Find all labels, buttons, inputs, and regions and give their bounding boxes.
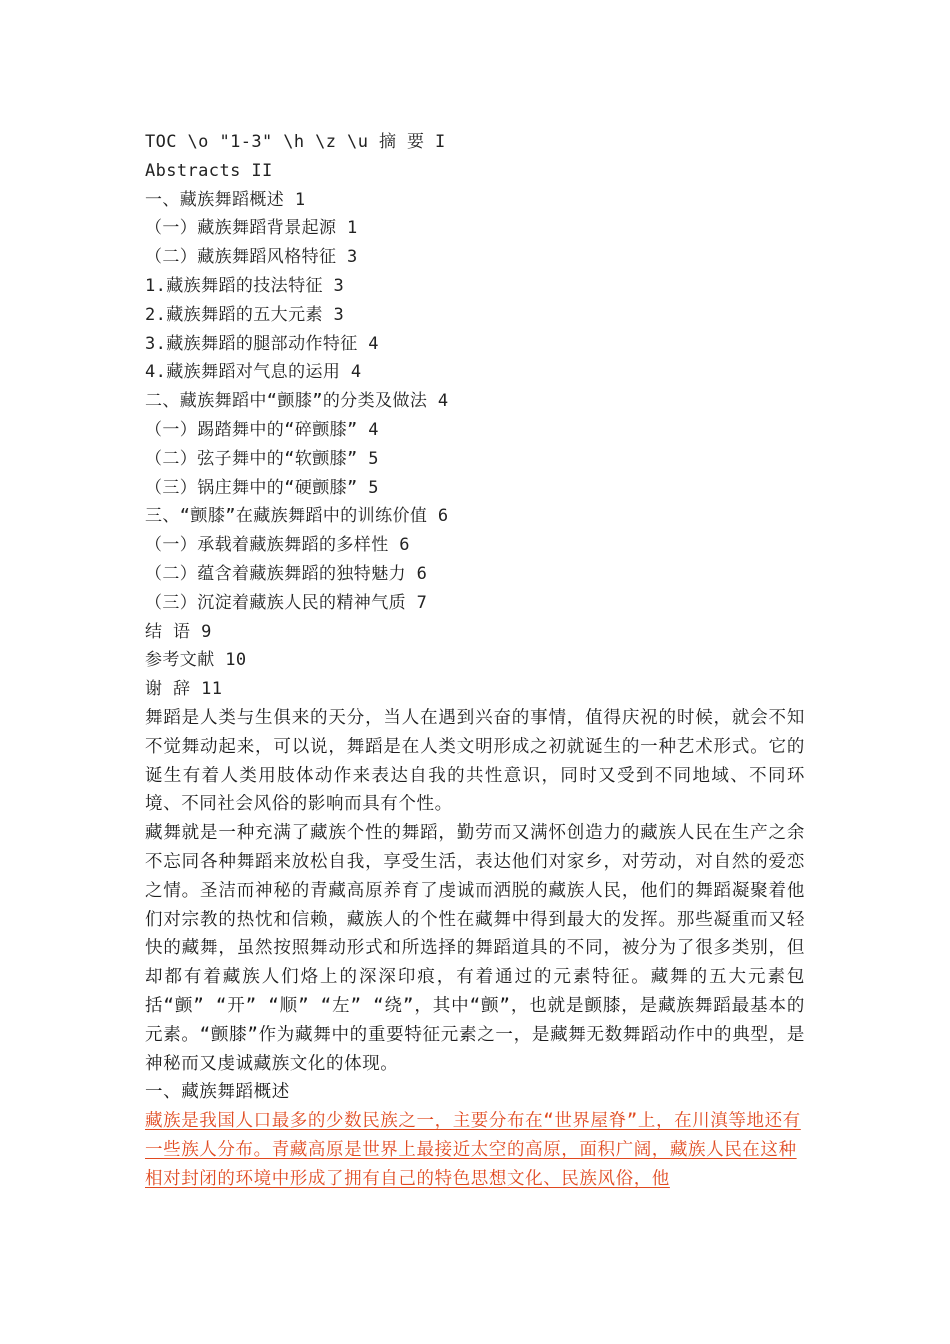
intro-paragraph-2: 藏舞就是一种充满了藏族个性的舞蹈，勤劳而又满怀创造力的藏族人民在生产之余不忘同各种舞蹈来放松自我，享受生活，表达他们对家乡，对劳动，对自然的爱恋之情。圣洁而神秘的青藏高原养育了虔诚而洒脱的藏族人民，他们的舞蹈凝聚着他们对宗教的热忱和信赖，藏族人的个性在藏舞中得到最大的发挥。那些凝重而又轻快的藏舞，虽然按照舞动形式和所选择的舞蹈道具的不同，被分为了很多类别，但却都有着藏族人们烙上的深深印痕，有着通过的元素特征。藏舞的五大元素包括“颤” “开” “顺” “左” “绕”，其中“颤”，也就是颤膝，是藏族舞蹈最基本的元素。“颤膝”作为藏舞中的重要特征元素之一，是藏舞无数舞蹈动作中的典型，是神秘而又虔诚藏族文化的体现。 xyxy=(145,819,805,1078)
toc-entry-2-2[interactable]: （二）弦子舞中的“软颤膝” 5 xyxy=(145,448,379,469)
toc-entry-acknowledgements[interactable]: 谢 辞 11 xyxy=(145,679,223,700)
toc-entry-chapter-3[interactable]: 三、“颤膝”在藏族舞蹈中的训练价值 6 xyxy=(145,506,449,527)
toc-entry-1-2-1[interactable]: 1.藏族舞蹈的技法特征 3 xyxy=(145,275,345,296)
document-content xyxy=(145,128,805,1193)
tracked-change-paragraph: 藏族是我国人口最多的少数民族之一，主要分布在“世界屋脊”上，在川滇等地还有一些族人分布。青藏高原是世界上最接近太空的高原，面积广阔，藏族人民在这种相对封闭的环境中形成了拥有自己的特色思想文化、民族风俗，他 xyxy=(145,1111,801,1189)
toc-entry-references[interactable]: 参考文献 10 xyxy=(145,650,247,671)
toc-entry-2-3[interactable]: （三）锅庄舞中的“硬颤膝” 5 xyxy=(145,477,379,498)
toc-entry-3-1[interactable]: （一）承载着藏族舞蹈的多样性 6 xyxy=(145,535,410,556)
toc-entry-abstracts[interactable]: Abstracts II xyxy=(145,160,273,181)
toc-entry-conclusion[interactable]: 结 语 9 xyxy=(145,621,212,642)
toc-entry-1-2-3[interactable]: 3.藏族舞蹈的腿部动作特征 4 xyxy=(145,333,379,354)
section-heading-1: 一、藏族舞蹈概述 xyxy=(145,1082,290,1103)
toc-entry-chapter-1[interactable]: 一、藏族舞蹈概述 1 xyxy=(145,189,306,210)
toc-entry-chapter-2[interactable]: 二、藏族舞蹈中“颤膝”的分类及做法 4 xyxy=(145,391,449,412)
toc-entry-3-2[interactable]: （二）蕴含着藏族舞蹈的独特魅力 6 xyxy=(145,563,428,584)
toc-field-code: TOC \o "1-3" \h \z \u 摘 要 I xyxy=(145,132,446,152)
intro-paragraph-1: 舞蹈是人类与生俱来的天分，当人在遇到兴奋的事情，值得庆祝的时候，就会不知不觉舞动起来，可以说，舞蹈是在人类文明形成之初就诞生的一种艺术形式。它的诞生有着人类用肢体动作来表达自我的共性意识，同时又受到不同地域、不同环境、不同社会风俗的影响而具有个性。 xyxy=(145,704,805,819)
toc-entry-1-1[interactable]: （一）藏族舞蹈背景起源 1 xyxy=(145,218,358,239)
toc-entry-3-3[interactable]: （三）沉淀着藏族人民的精神气质 7 xyxy=(145,592,428,613)
toc-entry-1-2[interactable]: （二）藏族舞蹈风格特征 3 xyxy=(145,247,358,268)
toc-entry-1-2-4[interactable]: 4.藏族舞蹈对气息的运用 4 xyxy=(145,362,362,383)
table-of-contents xyxy=(145,128,805,704)
toc-entry-2-1[interactable]: （一）踢踏舞中的“碎颤膝” 4 xyxy=(145,419,379,440)
toc-entry-1-2-2[interactable]: 2.藏族舞蹈的五大元素 3 xyxy=(145,304,345,325)
